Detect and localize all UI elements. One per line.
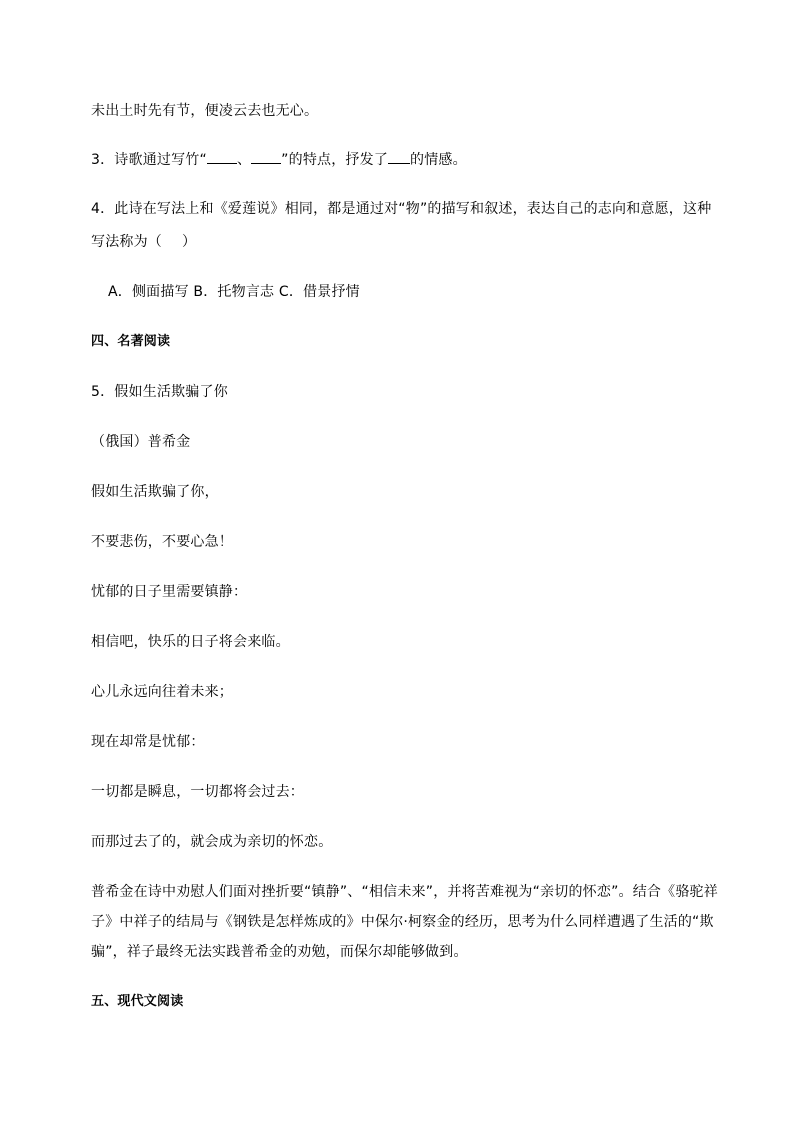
section-heading-4: 四、名著阅读	[91, 334, 171, 349]
question-4-text: 写法称为（	[91, 234, 162, 250]
poem-line: 忧郁的日子里需要镇静：	[91, 584, 248, 600]
question-4-line-2	[91, 232, 711, 252]
poem-line: 心儿永远向往着未来；	[91, 684, 233, 700]
question-3-separator: 、	[236, 152, 252, 168]
poem-last-line: 未出土时先有节，便凌云去也无心。	[91, 103, 319, 119]
poem-line: 而那过去了的，就会成为亲切的怀恋。	[91, 834, 333, 850]
poem-line: 相信吧，快乐的日子将会来临。	[91, 634, 290, 650]
question-4-close-paren: ）	[182, 234, 197, 250]
question-3	[91, 150, 711, 170]
poem-line: 假如生活欺骗了你，	[91, 484, 219, 500]
answer-blank-1[interactable]	[207, 150, 237, 164]
question-4-options: A．侧面描写 B．托物言志 C．借景抒情	[108, 284, 360, 300]
question-3-text-a: 3．诗歌通过写竹“	[91, 152, 207, 168]
poem-line: 一切都是瞬息，一切都将会过去：	[91, 784, 304, 800]
poem-line: 不要悲伤，不要心急！	[91, 534, 233, 550]
question-3-text-c: 的情感。	[410, 152, 467, 168]
poem-line: 现在却常是忧郁：	[91, 734, 205, 750]
question-5-title: 5．假如生活欺骗了你	[91, 384, 228, 400]
answer-blank-2[interactable]	[251, 150, 281, 164]
question-5-prompt-line-2: 子》中祥子的结局与《钢铁是怎样炼成的》中保尔·柯察金的经历，思考为什么同样遭遇了生活的“欺	[91, 914, 714, 930]
question-3-text-b: ”的特点，抒发了	[281, 152, 389, 168]
answer-blank-3[interactable]	[388, 150, 410, 164]
section-heading-5: 五、现代文阅读	[91, 994, 184, 1009]
question-5-prompt-line-3: 骗”，祥子最终无法实践普希金的劝勉，而保尔却能够做到。	[91, 944, 468, 960]
question-4-line-1: 4．此诗在写法上和《爱莲说》相同，都是通过对“物”的描写和叙述，表达自己的志向和意愿，这种	[91, 201, 712, 217]
poem-author: （俄国）普希金	[91, 434, 191, 450]
question-5-prompt-line-1: 普希金在诗中劝慰人们面对挫折要“镇静”、“相信未来”，并将苦难视为“亲切的怀恋”。结合《骆驼祥	[91, 884, 718, 900]
